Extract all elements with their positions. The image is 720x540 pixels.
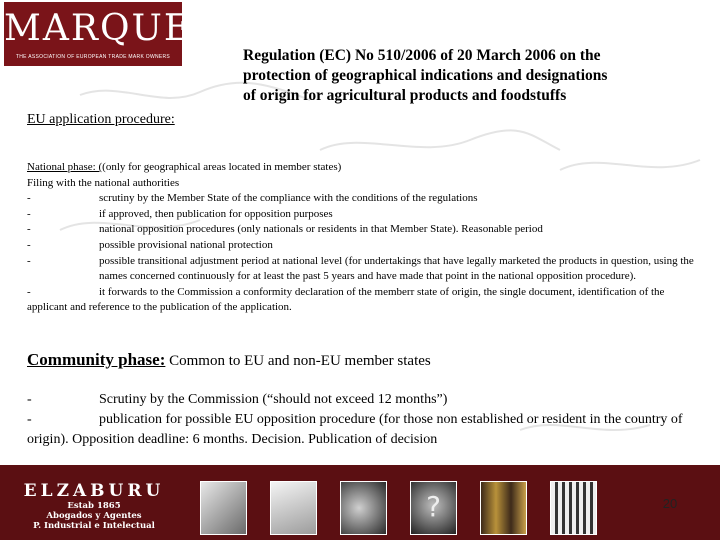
title-line-1: Regulation (EC) No 510/2006 of 20 March 2006 on the <box>243 47 601 64</box>
community-phase-note: Common to EU and non-EU member states <box>165 353 431 369</box>
bars-photo <box>550 481 597 535</box>
community-phase-list <box>27 390 697 450</box>
national-filing: Filing with the national authorities <box>27 176 180 189</box>
list-item-wrapped: - it forwards to the Commission a conformity declaration of the memberr state of origin, the single document, identification of the applicant and reference to the publication of the application. <box>27 285 665 314</box>
logo-wordmark: MARQUES <box>4 8 219 49</box>
list-item-wrapped: - publication for possible EU opposition procedure (for those non established or resident in the country of origin). Opposition deadline: 6 months. Decision. Publication of decision <box>27 412 683 447</box>
brand-line-3: P. Industrial e Intelectual <box>33 521 155 531</box>
marques-logo <box>4 2 219 66</box>
national-phase-title: National phase: ( <box>27 161 103 173</box>
list-item: - scrutiny by the Member State of the compliance with the conditions of the regulations <box>27 192 478 205</box>
title-line-2: protection of geographical indications and designations <box>243 67 608 84</box>
dial-photo <box>340 481 387 535</box>
page-number: 20 <box>662 496 678 511</box>
list-item: - Scrutiny by the Commission (“should not exceed 12 months”) <box>27 392 448 407</box>
list-item: - if approved, then publication for opposition purposes <box>27 207 333 220</box>
brand-line-2: Abogados y Agentes <box>46 511 142 521</box>
procedure-label: EU application procedure: <box>27 112 175 127</box>
books-photo <box>480 481 527 535</box>
footer-banner <box>0 465 720 540</box>
national-phase-note: (only for geographical areas located in member states) <box>102 161 342 173</box>
list-item: - possible provisional national protection <box>27 238 273 251</box>
question-mark-icon: ? <box>426 490 441 523</box>
paper-photo <box>270 481 317 535</box>
question-mark-photo <box>410 481 457 535</box>
list-item: - national opposition procedures (only nationals or residents in that Member State). Reasonable period <box>27 223 543 236</box>
building-photo <box>200 481 247 535</box>
national-phase-heading <box>27 160 697 176</box>
community-phase-heading <box>27 350 431 370</box>
brand-line-1: Estab 1865 <box>67 501 121 511</box>
logo-tagline: THE ASSOCIATION OF EUROPEAN TRADE MARK OWNERS <box>15 54 171 60</box>
slide-title <box>243 46 683 106</box>
community-phase-title: Community phase: <box>27 350 166 369</box>
brand-name: ELZABURU <box>23 481 165 501</box>
title-line-3: of origin for agricultural products and foodstuffs <box>243 87 567 104</box>
elzaburu-logo <box>14 481 174 531</box>
list-item: - possible transitional adjustment period at national level (for undertakings that have legally marketed the products in question, using the names concerned continuously for at least the past 5 years and have made that point in the national opposition procedure). <box>27 254 694 283</box>
national-phase-section <box>27 160 697 316</box>
